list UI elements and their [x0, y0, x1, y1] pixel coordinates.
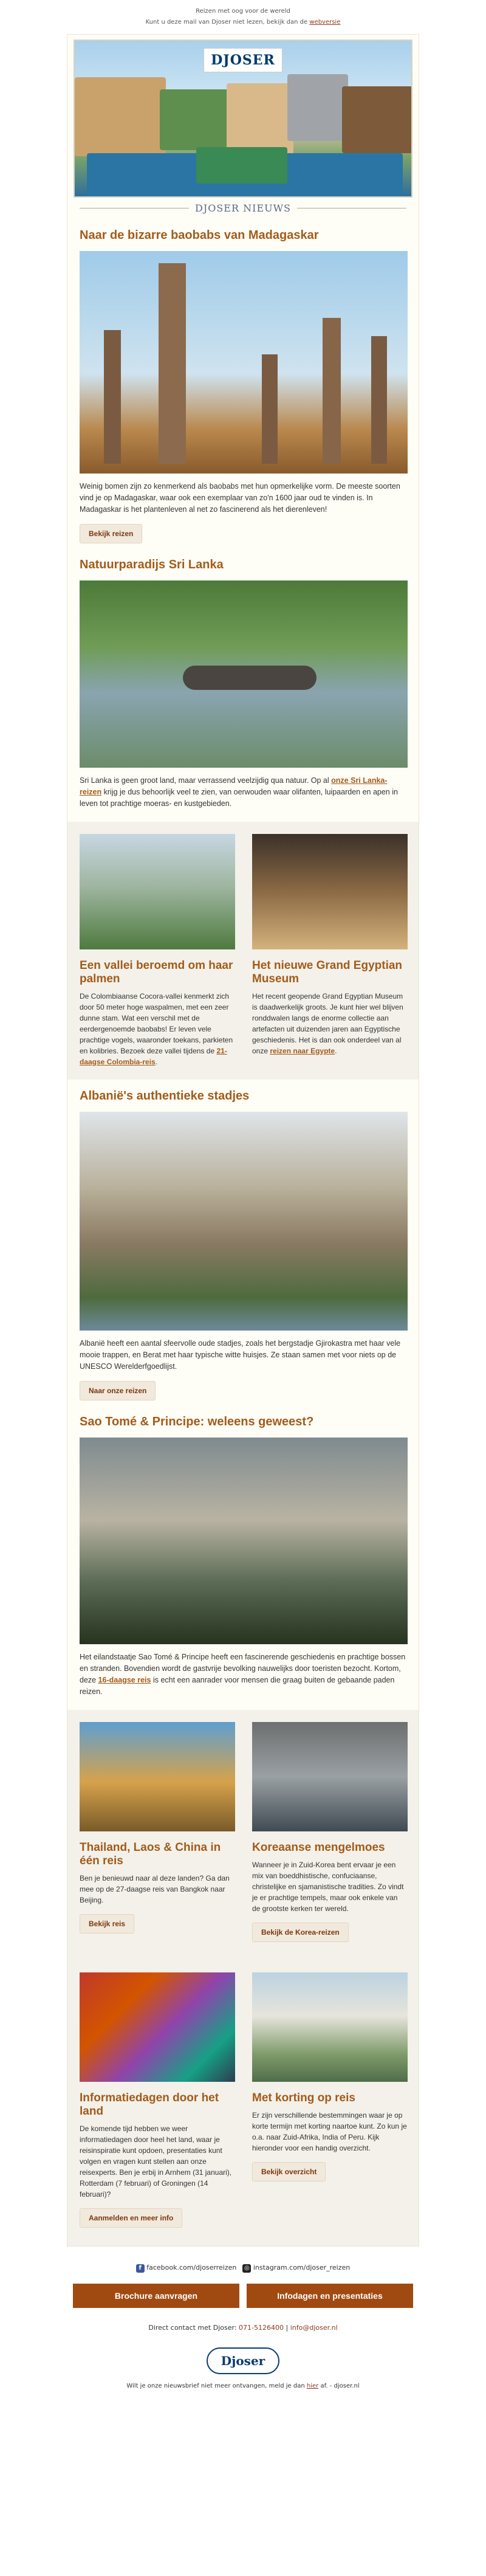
preheader-tagline: Reizen met oog voor de wereld	[196, 8, 290, 15]
newsletter-banner	[74, 202, 412, 214]
section-title: Natuurparadijs Sri Lanka	[80, 558, 224, 571]
section-text: Albanië heeft een aantal sfeervolle oude stadjes, zoals het bergstadje Gjirokastra met haar vele mooie trappen, en Berat met haar typische witte huisjes. Ze staan samen met voor niets op de UNESCO Werelderfgoedlijst.	[80, 1339, 401, 1371]
our-trips-button[interactable]: Naar onze reizen	[80, 1381, 156, 1400]
section-title: Albanië's authentieke stadjes	[80, 1089, 250, 1103]
facebook-icon: f	[136, 2264, 145, 2273]
infodays-button[interactable]: Infodagen en presentaties	[247, 2284, 413, 2308]
view-trip-button[interactable]: Bekijk reis	[80, 1914, 134, 1934]
srilanka-elephants-image[interactable]	[80, 580, 408, 768]
saotome-trip-link[interactable]: 16-daagse reis	[98, 1676, 151, 1684]
column-text: Ben je benieuwd naar al deze landen? Ga dan mee op de 27-daagse reis van Bangkok naar Beijing.	[80, 1874, 230, 1904]
email-link[interactable]: info@djoser.nl	[290, 2324, 338, 2332]
albania-town-image[interactable]	[80, 1112, 408, 1331]
cocora-image[interactable]	[80, 834, 235, 949]
saotome-image[interactable]	[80, 1438, 408, 1644]
view-korea-trips-button[interactable]: Bekijk de Korea-reizen	[252, 1923, 349, 1942]
thailand-temple-image[interactable]	[80, 1722, 235, 1831]
register-button[interactable]: Aanmelden en meer info	[80, 2208, 182, 2228]
header-logo[interactable]: DJOSER	[204, 48, 282, 72]
egypt-trips-link[interactable]: reizen naar Egypte	[270, 1047, 335, 1055]
infodays-image[interactable]	[80, 1972, 235, 2082]
column-korea	[252, 1722, 408, 1942]
preheader	[0, 0, 486, 28]
column-title: Informatiedagen door het land	[80, 2092, 219, 2118]
facebook-link[interactable]: f facebook.com/djoserreizen	[136, 2264, 237, 2273]
two-column-row	[67, 1710, 419, 1954]
column-title: Een vallei beroemd om haar palmen	[80, 959, 233, 985]
column-cocora	[80, 834, 235, 1067]
column-infodays	[80, 1972, 235, 2228]
column-text: De komende tijd hebben we weer informatiedagen door heel het land, waar je reisinspiratie kunt opdoen, presentaties kunt volgen en vragen kunt stellen aan onze reisexperts. Ben je erbij in Arnhem (31 januari), Rotterdam (7 februari) of Groningen (14 februari)?	[80, 2124, 232, 2199]
section-text: Weinig bomen zijn zo kenmerkend als baobabs met hun opmerkelijke vorm. De meeste soorten vind je op Madagaskar, waar ook een exemplaar van zo'n 1600 jaar oud te vinden is. In Madagaskar is het plantenleven al net zo fascinerend als het dierenleven!	[80, 482, 400, 514]
unsubscribe-link[interactable]: hier	[306, 2383, 319, 2389]
section-text: Het eilandstaatje Sao Tomé & Principe heeft een fascinerende geschiedenis en prachtige bossen en stranden. Bovendien wordt de gastvrije bevolking nauwelijks door toeristen bezocht. Kortom, deze 16-daagse reis is echt een aanrader voor mensen die graag buiten de gebaande paden reizen.	[80, 1653, 406, 1696]
section-albania	[67, 1080, 419, 1413]
column-text: Er zijn verschillende bestemmingen waar je op korte termijn met korting naartoe kunt. Zo kun je o.a. naar Zuid-Afrika, India of Peru. Kijk hieronder voor een handig overzicht.	[252, 2111, 407, 2152]
korea-image[interactable]	[252, 1722, 408, 1831]
colombia-trip-link[interactable]: 21-daagse Colombia-reis	[80, 1047, 227, 1066]
section-text: Sri Lanka is geen groot land, maar verrassend veelzijdig qua natuur. Op al onze Sri Lanka-reizen krijg je dus behoorlijk veel te zien, van oerwouden waar olifanten, luipaarden en apen in leven tot prachtige moeras- en kustgebieden.	[80, 776, 398, 808]
column-title: Thailand, Laos & China in één reis	[80, 1841, 221, 1867]
newsletter-card	[67, 34, 419, 2247]
baobab-image[interactable]	[80, 251, 408, 474]
column-discount	[252, 1972, 408, 2228]
column-text: Wanneer je in Zuid-Korea bent ervaar je een mix van boeddhistische, confuciaanse, christelijke en sjamanistische tradities. Zo vindt je er prachtige tempels, maar ook enkele van de grootste kerken ter wereld.	[252, 1861, 404, 1913]
column-text: De Colombiaanse Cocora-vallei kenmerkt zich door 50 meter hoge waspalmen, met een zeer dunne stam. Wat een verschil met de eerdergenoemde baobabs! Er leven vele prachtige vogels, waaronder toekans, parkieten en kolibries. Bezoek deze vallei tijdens de 21-daagse Colombia-reis.	[80, 992, 233, 1066]
srilanka-trips-link[interactable]: onze Sri Lanka-reizen	[80, 776, 388, 796]
preheader-webversion: Kunt u deze mail van Djoser niet lezen, bekijk dan de webversie	[145, 19, 341, 26]
view-overview-button[interactable]: Bekijk overzicht	[252, 2162, 326, 2182]
instagram-icon: ◎	[242, 2264, 251, 2273]
column-text: Het recent geopende Grand Egyptian Museum is daadwerkelijk groots. Je kunt hier wel blijven ronddwalen langs de enorme collectie aan artefacten uit duizenden jaren aan Egyptische geschiedenis. Het is dan ook onderdeel van al onze reizen naar Egypte.	[252, 992, 403, 1055]
banner-title: DJOSER NIEUWS	[194, 202, 292, 214]
footer-logo[interactable]: Djoser	[207, 2347, 279, 2374]
column-title: Met korting op reis	[252, 2092, 355, 2104]
view-trips-button[interactable]: Bekijk reizen	[80, 524, 142, 543]
section-title: Naar de bizarre baobabs van Madagaskar	[80, 229, 319, 242]
two-column-row	[67, 822, 419, 1080]
section-srilanka	[67, 556, 419, 822]
brochure-button[interactable]: Brochure aanvragen	[73, 2284, 239, 2308]
section-baobab	[67, 219, 419, 556]
egypt-museum-image[interactable]	[252, 834, 408, 949]
column-title: Het nieuwe Grand Egyptian Museum	[252, 959, 403, 985]
social-links	[0, 2264, 486, 2273]
section-saotome	[67, 1413, 419, 1710]
header-collage	[74, 40, 412, 198]
instagram-link[interactable]: ◎ instagram.com/djoser_reizen	[242, 2264, 350, 2273]
webversion-link[interactable]: webversie	[309, 19, 341, 26]
two-column-row	[67, 1954, 419, 2246]
section-title: Sao Tomé & Principe: weleens geweest?	[80, 1415, 314, 1428]
taj-mahal-image[interactable]	[252, 1972, 408, 2082]
column-title: Koreaanse mengelmoes	[252, 1841, 385, 1854]
column-egypt	[252, 834, 408, 1067]
unsubscribe-line: Wilt je onze nieuwsbrief niet meer ontvangen, meld je dan hier af. - djoser.nl	[126, 2383, 360, 2389]
footer-cta-row	[73, 2284, 413, 2308]
phone-link[interactable]: 071-5126400	[239, 2324, 284, 2332]
column-thailand	[80, 1722, 235, 1942]
contact-line: Direct contact met Djoser: 071-5126400 | info@djoser.nl	[148, 2324, 338, 2332]
